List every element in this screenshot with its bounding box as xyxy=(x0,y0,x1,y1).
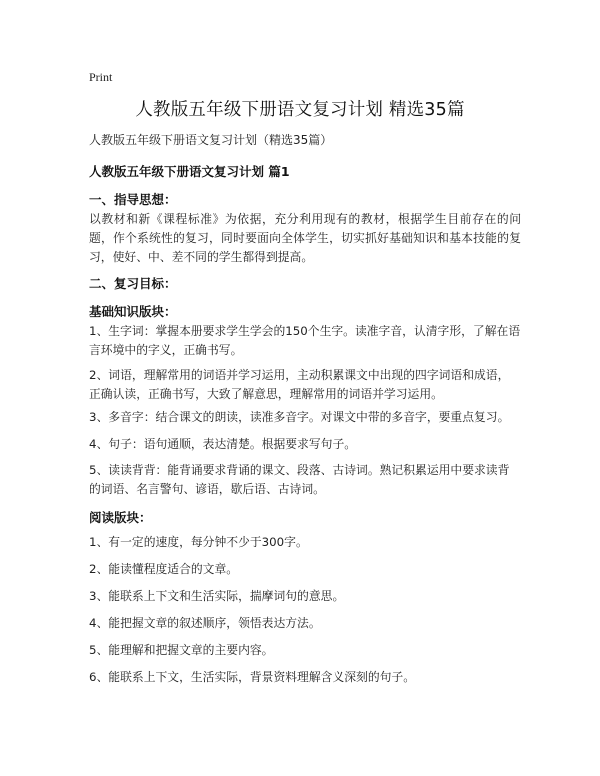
page-title: 人教版五年级下册语文复习计划 精选35篇 xyxy=(135,100,465,120)
list-item: 2、能读懂程度适合的文章。 xyxy=(89,562,239,576)
subsection-heading-reading: 阅读版块： xyxy=(89,510,152,525)
list-item: 5、读读背背：能背诵要求背诵的课文、段落、古诗词。熟记积累运用中要求读背的词语、名言警句、谚语，歇后语、古诗词。 xyxy=(89,463,510,496)
list-item: 4、句子：语句通顺，表达清楚。根据要求写句子。 xyxy=(89,437,357,451)
print-label[interactable]: Print xyxy=(89,70,113,84)
list-item: 1、有一定的速度，每分钟不少于300字。 xyxy=(89,535,308,549)
list-item: 4、能把握文章的叙述顺序，领悟表达方法。 xyxy=(89,616,321,630)
list-item: 3、多音字：结合课文的朗读，读准多音字。对课文中带的多音字，要重点复习。 xyxy=(89,410,510,424)
article-heading: 人教版五年级下册语文复习计划 篇1 xyxy=(89,164,290,179)
subsection-heading-basics: 基础知识版块： xyxy=(89,304,177,319)
section-heading-review-goals: 二、复习目标： xyxy=(89,276,177,291)
section-heading-guiding-thought: 一、指导思想： xyxy=(89,192,177,207)
page-subtitle: 人教版五年级下册语文复习计划（精选35篇） xyxy=(89,133,333,147)
list-item: 5、能理解和把握文章的主要内容。 xyxy=(89,643,274,657)
list-item: 1、生字词：掌握本册要求学生学会的150个生字。读准字音，认清字形，了解在语言环境中的字义，正确书写。 xyxy=(89,324,521,357)
list-item: 3、能联系上下文和生活实际，揣摩词句的意思。 xyxy=(89,589,345,603)
guiding-thought-paragraph: 以教材和新《课程标准》为依据，充分利用现有的教材，根据学生目前存在的问题，作个系统性的复习，同时要面向全体学生，切实抓好基础知识和基本技能的复习，使好、中、差不同的学生都得到提高。 xyxy=(89,212,521,264)
list-item: 2、词语，理解常用的词语并学习运用，主动积累课文中出现的四字词语和成语，正确认读，正确书写，大致了解意思，理解常用的词语并学习运用。 xyxy=(89,368,510,401)
list-item: 6、能联系上下文，生活实际，背景资料理解含义深刻的句子。 xyxy=(89,670,416,684)
